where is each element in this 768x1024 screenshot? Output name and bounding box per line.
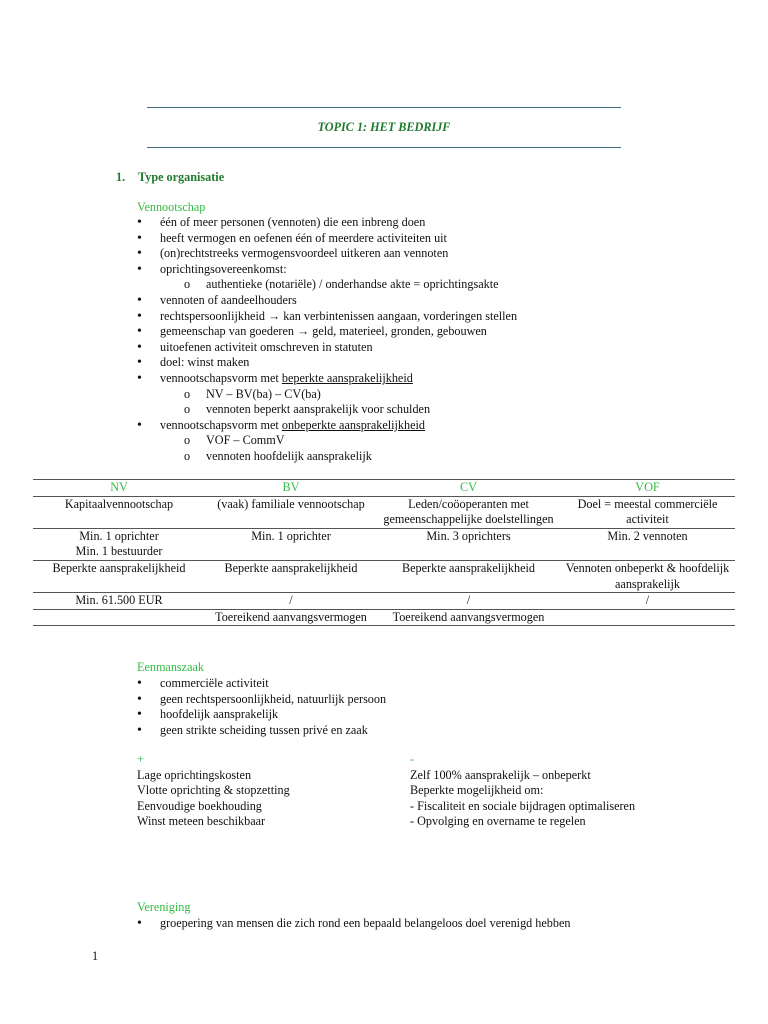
bottom-rule	[147, 147, 621, 148]
table-cell: Beperkte aansprakelijkheid	[205, 560, 377, 592]
table-cell: Vennoten onbeperkt & hoofdelijk aansprakelijk	[560, 560, 735, 592]
list-item	[137, 449, 517, 465]
list-item	[137, 692, 386, 708]
list-item-text: NV – BV(ba) – CV(ba)	[206, 386, 321, 401]
list-item	[137, 355, 517, 371]
advantage-item: Lage oprichtingskosten	[137, 767, 252, 782]
list-item	[137, 215, 517, 231]
list-item	[137, 231, 517, 247]
list-item-text: geen strikte scheiding tussen privé en zaak	[160, 722, 368, 737]
advantage-item: Vlotte oprichting & stopzetting	[137, 783, 290, 798]
list-item	[137, 433, 517, 449]
organisation-types-table	[33, 479, 735, 626]
list-item	[137, 340, 517, 356]
list-item	[137, 246, 517, 262]
table-cell: Doel = meestal commerciële activiteit	[560, 496, 735, 528]
list-item-text: doel: winst maken	[160, 355, 250, 370]
table-row	[33, 560, 735, 592]
vereniging-heading: Vereniging	[137, 900, 191, 914]
table-cell: (vaak) familiale vennootschap	[205, 496, 377, 528]
table-cell: Min. 3 oprichters	[377, 528, 560, 560]
list-item	[137, 916, 571, 932]
list-item-text: (on)rechtstreeks vermogensvoordeel uitkeren aan vennoten	[160, 246, 449, 261]
table-cell: Min. 2 vennoten	[560, 528, 735, 560]
list-item-text: oprichtingsovereenkomst:	[160, 261, 287, 276]
eenmanszaak-heading: Eenmanszaak	[137, 660, 204, 674]
section-heading	[116, 170, 224, 186]
advantage-item: Winst meteen beschikbaar	[137, 814, 266, 829]
list-item-text: gemeenschap van goederen → geld, materieel, gronden, gebouwen	[160, 324, 487, 339]
section-number: 1.	[116, 170, 126, 184]
list-item	[137, 402, 517, 418]
table-cell: Toereikend aanvangsvermogen	[205, 609, 377, 626]
list-item-text: vennootschapsvorm met	[160, 417, 282, 432]
advantage-item: Eenvoudige boekhouding	[137, 798, 262, 813]
disadvantage-item: Zelf 100% aansprakelijk – onbeperkt	[410, 767, 591, 782]
table-cell	[33, 609, 205, 626]
list-item-text: één of meer personen (vennoten) die een inbreng doen	[160, 215, 426, 229]
list-item-text: heeft vermogen en oefenen één of meerdere activiteiten uit	[160, 230, 447, 245]
minus-label: -	[410, 752, 415, 766]
table-row	[33, 528, 735, 560]
page-number: 1	[92, 949, 99, 963]
table-cell: Beperkte aansprakelijkheid	[377, 560, 560, 592]
list-item	[137, 418, 517, 434]
plus-label: +	[137, 752, 144, 766]
table-cell: /	[377, 593, 560, 610]
list-item	[137, 371, 517, 387]
list-item	[137, 723, 386, 739]
page-title: TOPIC 1: HET BEDRIJF	[317, 120, 451, 134]
list-item	[137, 707, 386, 723]
list-item-text: VOF – CommV	[206, 433, 285, 448]
vennootschap-heading: Vennootschap	[137, 200, 206, 214]
table-cell: Beperkte aansprakelijkheid	[33, 560, 205, 592]
table-cell: Kapitaalvennootschap	[33, 496, 205, 528]
advantages-column	[137, 752, 290, 830]
table-header-row	[33, 480, 735, 497]
list-item-text: vennoten of aandeelhouders	[160, 292, 297, 307]
top-rule	[147, 107, 621, 108]
list-item-text: vennootschapsvorm met	[160, 370, 282, 385]
table-header-cell: BV	[205, 480, 377, 497]
list-item-text: groepering van mensen die zich rond een bepaald belangeloos doel verenigd hebben	[160, 916, 571, 930]
table-cell: Toereikend aanvangsvermogen	[377, 609, 560, 626]
list-item	[137, 277, 517, 293]
table-row	[33, 609, 735, 626]
table-cell: Min. 1 oprichter	[205, 528, 377, 560]
table-cell: Leden/coöoperanten met gemeenschappelijke doelstellingen	[377, 496, 560, 528]
table-row	[33, 496, 735, 528]
list-item-text: commerciële activiteit	[160, 676, 269, 690]
disadvantage-item: - Opvolging en overname te regelen	[410, 814, 586, 829]
table-cell: /	[560, 593, 735, 610]
list-item-text: hoofdelijk aansprakelijk	[160, 707, 279, 722]
disadvantage-item: - Fiscaliteit en sociale bijdragen optimaliseren	[410, 798, 636, 813]
list-item	[137, 309, 517, 325]
list-item-text: vennoten beperkt aansprakelijk voor schulden	[206, 402, 431, 417]
section-title: Type organisatie	[138, 170, 225, 184]
table-header-cell: NV	[33, 480, 205, 497]
list-item	[137, 324, 517, 340]
list-item	[137, 387, 517, 403]
table-header-cell: VOF	[560, 480, 735, 497]
list-item	[137, 293, 517, 309]
disadvantages-column	[410, 752, 635, 830]
list-item-text: uitoefenen activiteit omschreven in statuten	[160, 339, 373, 354]
table-cell	[560, 609, 735, 626]
list-item-text: geen rechtspersoonlijkheid, natuurlijk persoon	[160, 691, 387, 706]
table-row	[33, 593, 735, 610]
eenmanszaak-list	[137, 676, 386, 738]
table-header-cell: CV	[377, 480, 560, 497]
list-item	[137, 262, 517, 278]
list-item-text: rechtspersoonlijkheid → kan verbintenissen aangaan, vorderingen stellen	[160, 308, 518, 323]
vennootschap-list	[137, 215, 517, 465]
disadvantage-item: Beperkte mogelijkheid om:	[410, 783, 544, 798]
vereniging-list	[137, 916, 571, 932]
list-item	[137, 676, 386, 692]
table-cell: /	[205, 593, 377, 610]
table-cell: Min. 61.500 EUR	[33, 593, 205, 610]
list-item-text: authentieke (notariële) / onderhandse akte = oprichtingsakte	[206, 277, 499, 292]
list-item-text: vennoten hoofdelijk aansprakelijk	[206, 448, 372, 463]
table-cell: Min. 1 oprichter Min. 1 bestuurder	[33, 528, 205, 560]
underlined-term: beperkte aansprakelijkheid	[281, 370, 413, 385]
underlined-term: onbeperkte aansprakelijkheid	[281, 417, 426, 432]
